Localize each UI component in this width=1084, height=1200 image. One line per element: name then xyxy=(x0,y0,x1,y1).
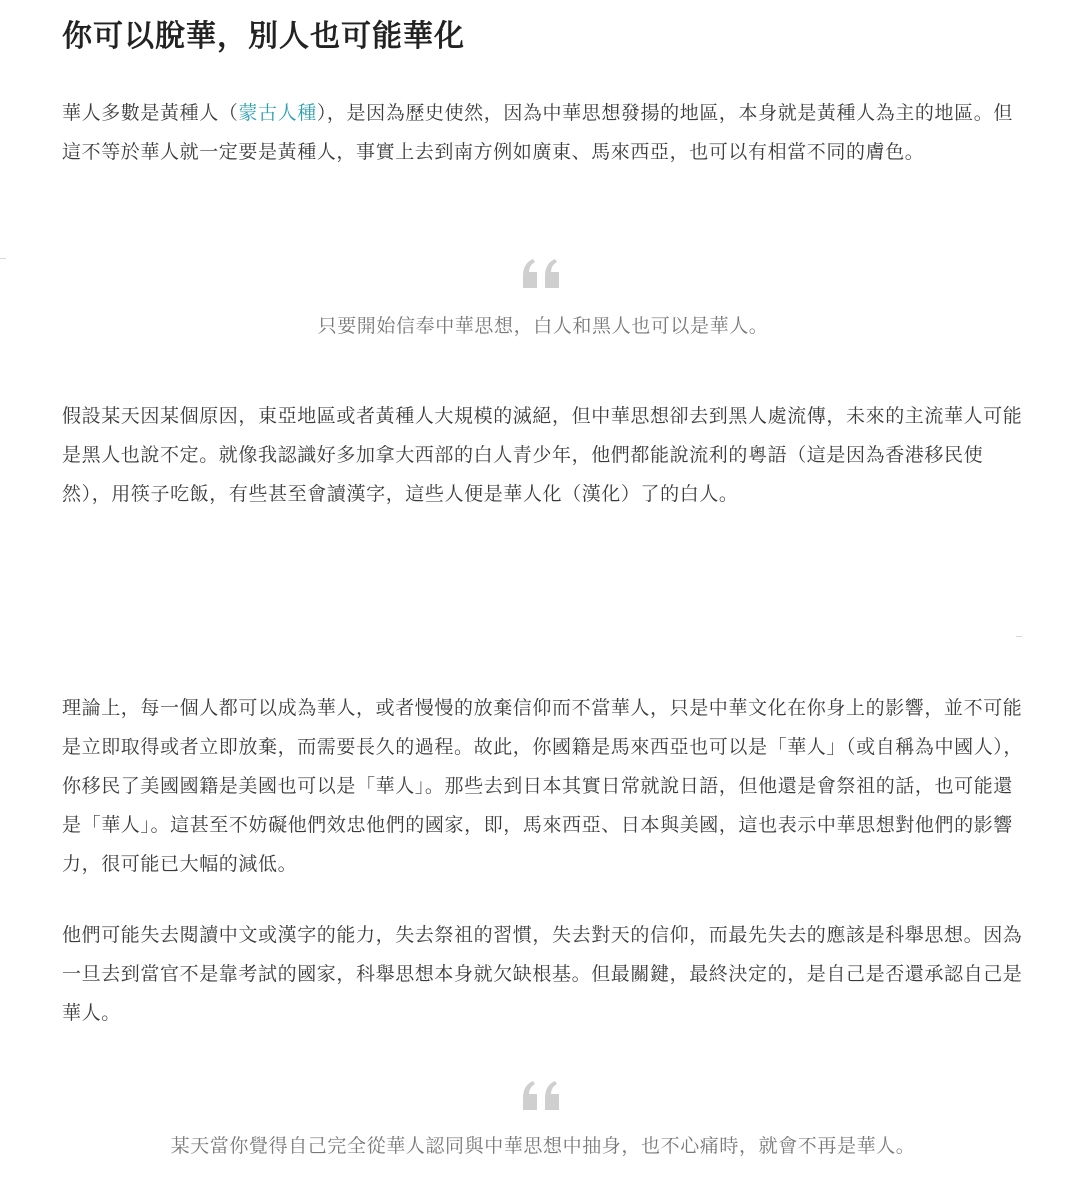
pull-quote-1-text: 只要開始信奉中華思想，白人和黑人也可以是華人。 xyxy=(317,315,769,337)
pull-quote-2 xyxy=(62,1080,1024,1162)
paragraph-2: 假設某天因某個原因，東亞地區或者黃種人大規模的滅絕，但中華思想卻去到黑人處流傳，未來的主流華人可能是黑人也說不定。就像我認識好多加拿大西部的白人青少年，他們都能說流利的粵語（這是因為香港移民使然），用筷子吃飯，有些甚至會讀漢字，這些人便是華人化（漢化）了的白人。 xyxy=(62,405,1023,505)
pull-quote-2-text: 某天當你覺得自己完全從華人認同與中華思想中抽身，也不心痛時，就會不再是華人。 xyxy=(170,1135,916,1157)
quote-mark-icon xyxy=(521,1080,565,1110)
paragraph-4: 他們可能失去閱讀中文或漢字的能力，失去祭祖的習慣，失去對天的信仰，而最先失去的應該是科舉思想。因為一旦去到當官不是靠考試的國家，科舉思想本身就欠缺根基。但最關鍵，最終決定的，是自己是否還承認自己是華人。 xyxy=(62,924,1023,1024)
quote-mark-icon xyxy=(521,258,565,288)
paragraph-1-text-end: ），是因為歷史使然，因為中華思想發揚的地區，本身就是黃種人為主的地區。但這不等於華人就一定要是黃種人，事實上去到南方例如廣東、馬來西亞，也可以有相當不同的膚色。 xyxy=(62,102,1013,163)
divider-speck xyxy=(1016,636,1022,637)
paragraph-3: 理論上，每一個人都可以成為華人，或者慢慢的放棄信仰而不當華人，只是中華文化在你身上的影響，並不可能是立即取得或者立即放棄，而需要長久的過程。故此，你國籍是馬來西亞也可以是「華人」（或自稱為中國人），你移民了美國國籍是美國也可以是「華人」。那些去到日本其實日常就說日語，但他還是會祭祖的話，也可能還是「華人」。這甚至不妨礙他們效忠他們的國家，即，馬來西亞、日本與美國，這也表示中華思想對他們的影響力，很可能已大幅的減低。 xyxy=(62,697,1024,875)
pull-quote-1 xyxy=(62,258,1024,342)
paragraph-1 xyxy=(62,94,1024,172)
mongoloid-link[interactable]: 蒙古人種 xyxy=(238,102,317,124)
paragraph-1-text-start: 華人多數是黃種人（ xyxy=(62,102,239,124)
article-title: 你可以脫華，別人也可能華化 xyxy=(62,19,465,54)
divider-speck xyxy=(0,258,6,259)
